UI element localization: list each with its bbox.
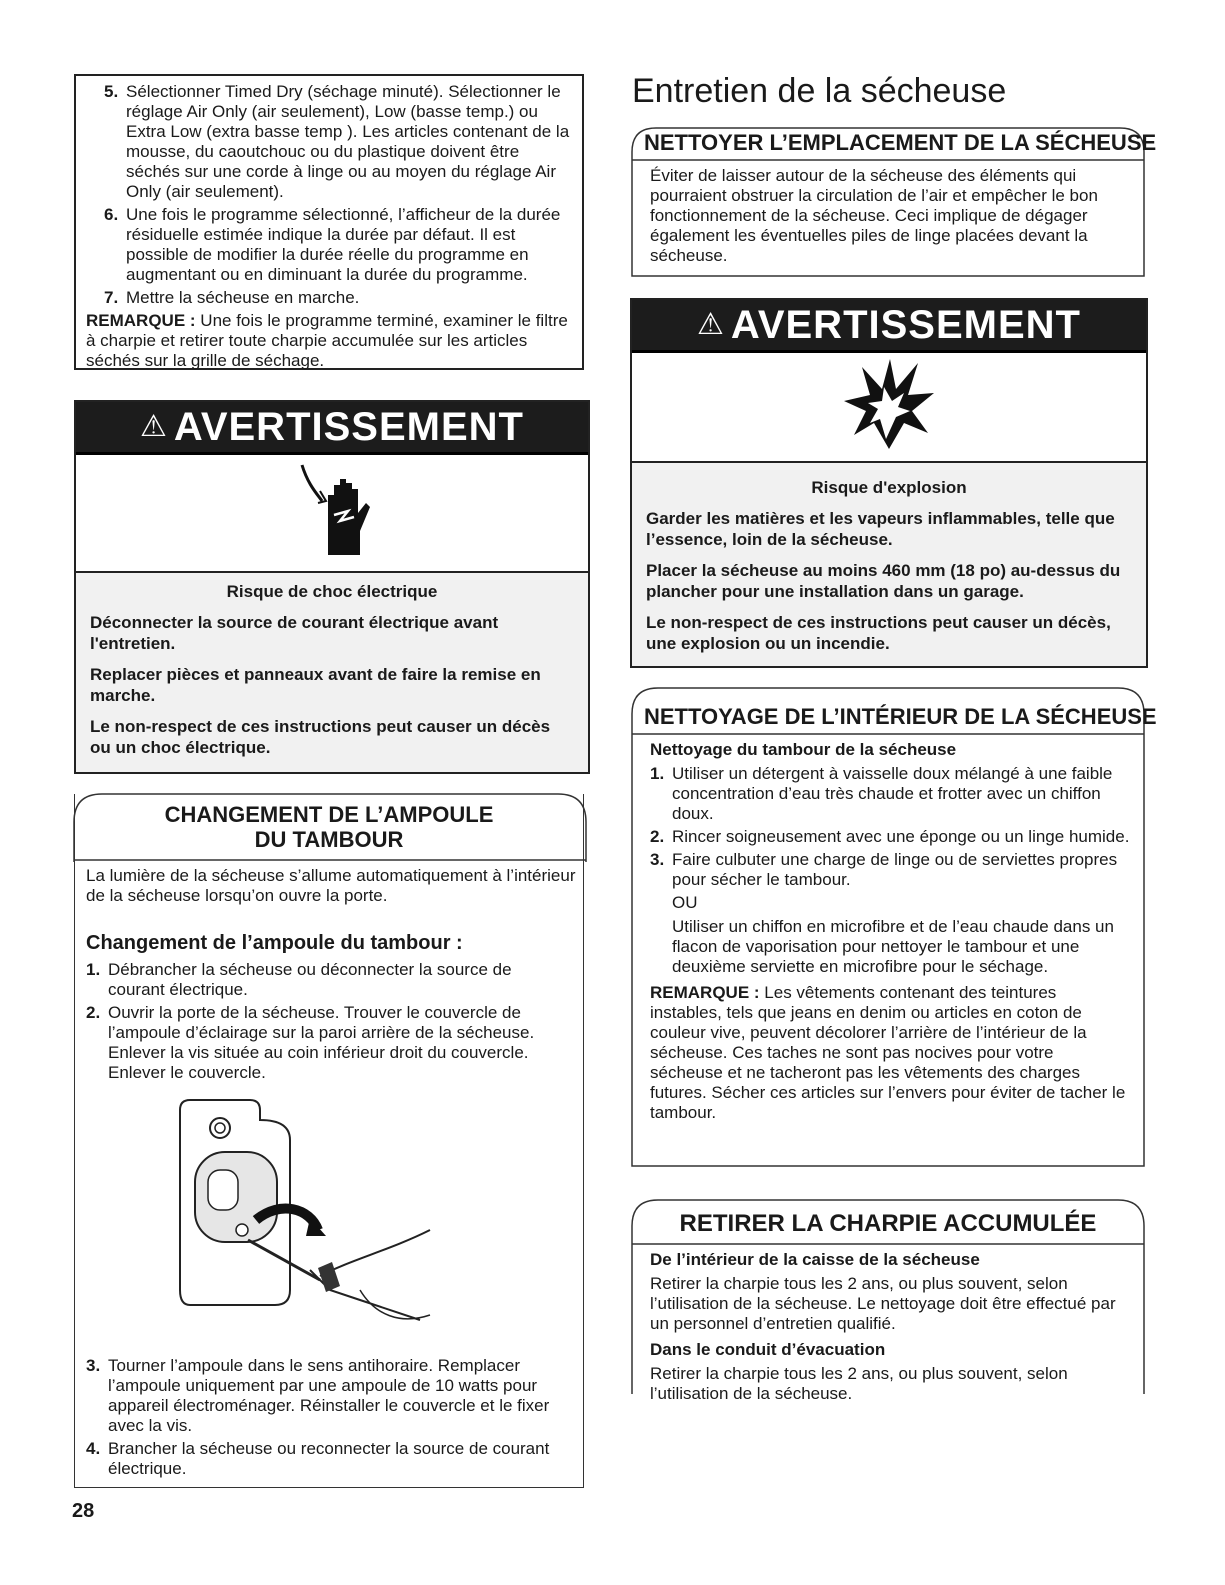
page-number: 28 <box>72 1500 95 1522</box>
lint-text: Retirer la charpie tous les 2 ans, ou plus souvent, selon l’utilisation de la sécheuse. Le nettoyage doit être effectué par un personnel d’entretien qualifié. <box>650 1274 1116 1333</box>
interior-alt: Utiliser un chiffon en microfibre et de l’eau chaude dans un flacon de vaporisation pour nettoyer le tambour et une deuxième serviette en microfibre pour le séchage. <box>672 917 1114 976</box>
risk-label: Risque d'explosion <box>811 478 967 497</box>
risk-label: Risque de choc électrique <box>226 582 438 601</box>
bulb-cover-illustration <box>160 1090 460 1340</box>
warning-electric-shock <box>74 400 590 774</box>
clean-location-text: Éviter de laisser autour de la sécheuse des éléments qui pourraient obstruer la circulation de l’air et empêcher le bon fonctionnement de la sécheuse. Ceci implique de dégager également les éventuelles piles de linge placées devant la sécheuse. <box>650 166 1098 265</box>
bulb-steps-b <box>86 1356 572 1482</box>
interior-subtitle: Nettoyage du tambour de la sécheuse <box>650 740 957 759</box>
warning-triangle-icon: ⚠ <box>140 410 168 443</box>
warning-triangle-icon: ⚠ <box>697 308 725 341</box>
lint-title: RETIRER LA CHARPIE ACCUMULÉE <box>679 1210 1097 1237</box>
warning-line: Placer la sécheuse au moins 460 mm (18 po) au-dessus du plancher pour une installation dans un garage. <box>646 561 1121 601</box>
warning-header: ⚠ AVERTISSEMENT <box>632 300 1146 353</box>
warning-explosion <box>630 298 1148 668</box>
page-title: Entretien de la sécheuse <box>632 72 1007 110</box>
lint-subtitle: Dans le conduit d’évacuation <box>650 1340 886 1359</box>
interior-title: NETTOYAGE DE L’INTÉRIEUR DE LA SÉCHEUSE <box>644 704 1157 729</box>
warning-line: Déconnecter la source de courant électrique avant l'entretien. <box>90 613 499 653</box>
list-item: 1. Utiliser un détergent à vaisselle doux mélangé à une faible concentration d’eau très chaude et frotter avec un chiffon doux. <box>650 764 1113 823</box>
step-list <box>104 82 572 308</box>
warning-line: Le non-respect de ces instructions peut causer un décès, une explosion ou un incendie. <box>646 613 1111 653</box>
electric-shock-icon <box>76 455 588 573</box>
list-item: 5. Sélectionner Timed Dry (séchage minuté). Sélectionner le réglage Air Only (air seulement), Low (basse temp.) ou Extra Low (extra basse temp ). Les articles contenant de la mousse, du caoutchouc ou du plastique doivent être séchés sur une corde à linge ou au moyen du réglage Air Only (air seulement). <box>104 82 570 201</box>
bulb-subtitle: Changement de l’ampoule du tambour : <box>86 932 463 954</box>
interior-content <box>650 740 1130 1123</box>
list-item: 4. Brancher la sécheuse ou reconnecter la source de courant électrique. <box>86 1439 550 1478</box>
clean-location-title: NETTOYER L’EMPLACEMENT DE LA SÉCHEUSE <box>644 130 1157 155</box>
warning-line: Replacer pièces et panneaux avant de faire la remise en marche. <box>90 665 541 705</box>
list-item: 7. Mettre la sécheuse en marche. <box>104 288 360 307</box>
list-item: 3. Tourner l’ampoule dans le sens antihoraire. Remplacer l’ampoule uniquement par une ampoule de 10 watts pour appareil électroménager. Réinstaller le couvercle et le fixer avec la vis. <box>86 1356 550 1435</box>
list-item: 1. Débrancher la sécheuse ou déconnecter la source de courant électrique. <box>86 960 512 999</box>
list-item: 6. Une fois le programme sélectionné, l’afficheur de la durée résiduelle estimée indique la durée par défaut. Il est possible de modifier la durée réelle du programme en augmentant ou en diminuant la durée du programme. <box>104 205 561 284</box>
remarque-note: REMARQUE : Une fois le programme terminé, examiner le filtre à charpie et retirer toute charpie accumulée sur les articles séchés sur la grille de séchage. <box>86 311 568 370</box>
lint-content <box>650 1250 1130 1404</box>
warning-line: Garder les matières et les vapeurs inflammables, telle que l’essence, loin de la sécheuse. <box>646 509 1115 549</box>
steps-box <box>74 74 584 370</box>
bulb-steps-a <box>86 960 566 1086</box>
list-item: 2. Ouvrir la porte de la sécheuse. Trouver le couvercle de l’ampoule d’éclairage sur la paroi arrière de la sécheuse. Enlever la vis située au coin inférieur droit du couvercle. Enlever le couvercle. <box>86 1003 535 1082</box>
lint-text: Retirer la charpie tous les 2 ans, ou plus souvent, selon l’utilisation de la sécheuse. <box>650 1364 1068 1403</box>
list-item: 2. Rincer soigneusement avec une éponge ou un linge humide. <box>650 827 1130 846</box>
warning-line: Le non-respect de ces instructions peut causer un décès ou un choc électrique. <box>90 717 551 757</box>
list-item: 3. Faire culbuter une charge de linge ou de serviettes propres pour sécher le tambour. <box>650 850 1118 889</box>
bulb-intro: La lumière de la sécheuse s’allume automatiquement à l’intérieur de la sécheuse lorsqu’on ouvre la porte. <box>86 866 576 905</box>
remarque-note: REMARQUE : Les vêtements contenant des teintures instables, tels que jeans en denim ou articles en coton de couleur vive, peuvent décolorer l’arrière de l’intérieur de la sécheuse. Ces taches ne sont pas nocives pour votre sécheuse et ne tacheront pas les vêtements des charges futures. Sécher ces articles sur l’envers pour éviter de tacher le tambour. <box>650 983 1126 1122</box>
warning-header: ⚠ AVERTISSEMENT <box>76 402 588 455</box>
lint-subtitle: De l’intérieur de la caisse de la sécheuse <box>650 1250 980 1269</box>
ou-label: OU <box>672 893 698 912</box>
bulb-title: CHANGEMENT DE L’AMPOULE DU TAMBOUR <box>164 802 494 852</box>
explosion-icon <box>632 353 1146 463</box>
